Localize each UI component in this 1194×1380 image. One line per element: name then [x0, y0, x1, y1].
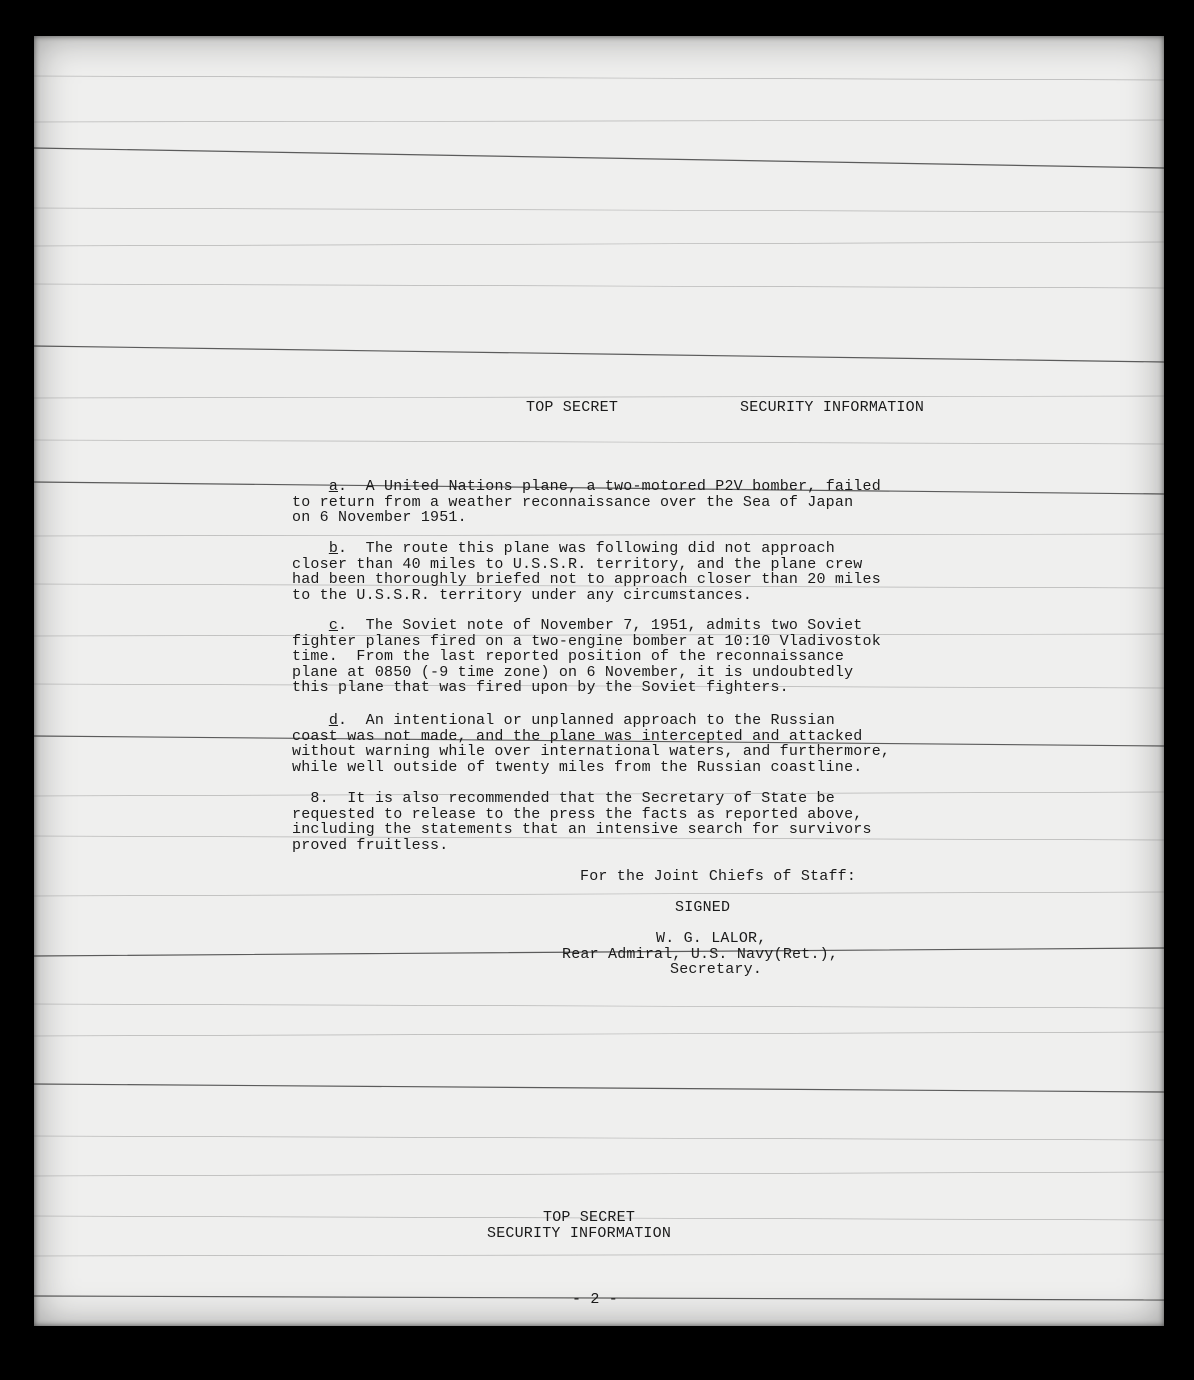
document-page: [34, 36, 1164, 1326]
paragraph-d: d. An intentional or unplanned approach to the Russian coast was not made, and the plane was intercepted and attacked without warning while over international waters, and furthermore, while well outside of twenty miles from the Russian coastline.: [292, 712, 891, 776]
paragraph-8-line-4: proved fruitless.: [292, 836, 449, 854]
signature-for-line: For the Joint Chiefs of Staff:: [580, 868, 857, 885]
header-classification-right: SECURITY INFORMATION: [740, 399, 925, 416]
signature-rank: Rear Admiral, U.S. Navy(Ret.),: [562, 946, 839, 963]
header-classification-left: TOP SECRET: [526, 399, 619, 416]
paragraph-d-line-4: while well outside of twenty miles from the Russian coastline.: [292, 758, 863, 776]
paragraph-c-line-4: plane at 0850 (-9 time zone) on 6 November, it is undoubtedly: [292, 663, 854, 681]
paragraph-d-line-1: An intentional or unplanned approach to the Russian: [365, 712, 835, 729]
paragraph-a-line-1: A United Nations plane, a two-motored P2V bomber, failed: [365, 478, 881, 495]
paragraph-b-line-3: had been thoroughly briefed not to approach closer than 20 miles: [292, 571, 881, 588]
paragraph-b-line-2: closer than 40 miles to U.S.S.R. territory, and the plane crew: [292, 555, 863, 573]
paragraph-c-line-1: The Soviet note of November 7, 1951, admits two Soviet: [365, 617, 863, 634]
paragraph-c-line-5: this plane that was fired upon by the Soviet fighters.: [292, 679, 789, 696]
signature-signed: SIGNED: [675, 899, 731, 916]
paragraph-d-line-3: without warning while over international waters, and furthermore,: [292, 743, 891, 760]
footer-classification-1: TOP SECRET: [543, 1209, 636, 1226]
paragraph-c-line-2: fighter planes fired on a two-engine bomber at 10:10 Vladivostok: [292, 632, 881, 650]
paragraph-8: [292, 791, 872, 853]
paragraph-a-line-3: on 6 November 1951.: [292, 509, 467, 526]
paragraph-a-line-2: to return from a weather reconnaissance over the Sea of Japan: [292, 493, 854, 511]
paragraph-8-line-1: 8. It is also recommended that the Secretary of State be: [310, 790, 835, 807]
paragraph-b-marker: b: [328, 540, 339, 557]
paragraph-d-marker: d: [328, 712, 339, 729]
paragraph-8-line-2: requested to release to the press the facts as reported above,: [292, 805, 863, 823]
paragraph-c-line-3: time. From the last reported position of the reconnaissance: [292, 648, 845, 665]
signature-title: Secretary.: [670, 961, 763, 978]
paragraph-c-marker: c: [328, 617, 339, 634]
paragraph-8-line-3: including the statements that an intensive search for survivors: [292, 821, 872, 838]
paragraph-b-line-1: The route this plane was following did not approach: [365, 540, 835, 557]
paragraph-b: b. The route this plane was following did not approach closer than 40 miles to U.S.S.R. territory, and the plane crew had been thoroughly briefed not to approach closer than 20 miles to the U.S.S.R. territory under any circumstances.: [292, 540, 881, 604]
signature-name: W. G. LALOR,: [656, 930, 767, 947]
paragraph-b-line-4: to the U.S.S.R. territory under any circumstances.: [292, 586, 753, 604]
footer-classification-2: SECURITY INFORMATION: [487, 1225, 672, 1242]
paragraph-d-line-2: coast was not made, and the plane was intercepted and attacked: [292, 727, 863, 745]
page-number: - 2 -: [572, 1291, 619, 1308]
paragraph-a-marker: a: [328, 478, 339, 495]
paragraph-c: c. The Soviet note of November 7, 1951, admits two Soviet fighter planes fired on a two-engine bomber at 10:10 Vladivostok time. From the last reported position of the reconnaissance plane at 0850 (-9 time zone) on 6 November, it is undoubtedly this plane that was fired upon by the Soviet fighters.: [292, 617, 881, 696]
paragraph-a: a. A United Nations plane, a two-motored P2V bomber, failed to return from a weather reconnaissance over the Sea of Japan on 6 November 1951.: [292, 478, 881, 526]
